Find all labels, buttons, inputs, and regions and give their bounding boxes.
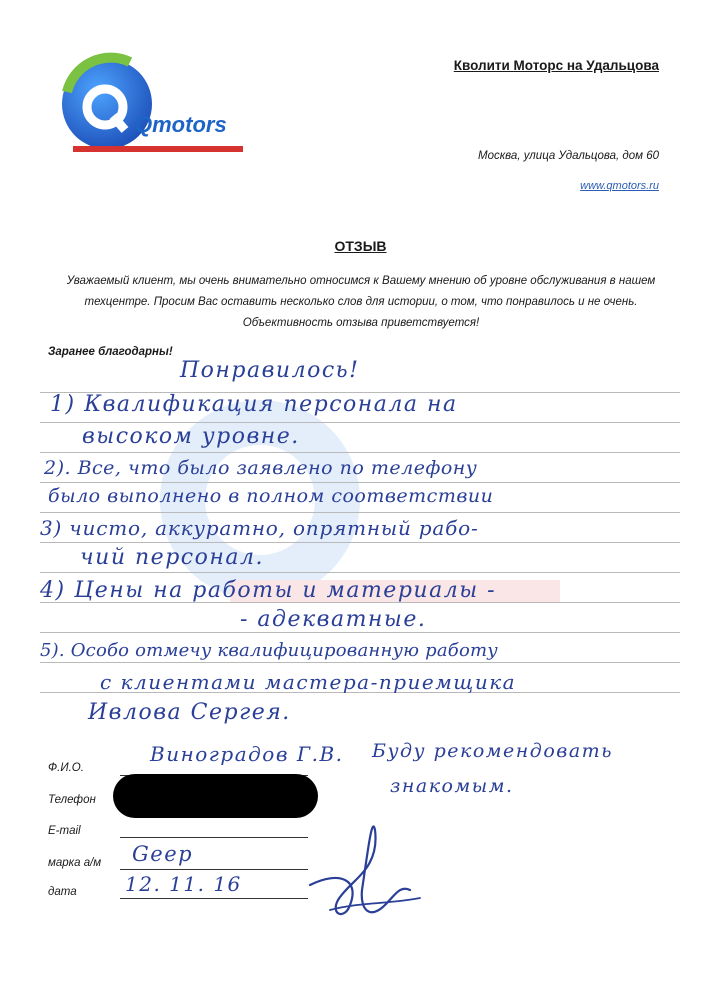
fio-value: Виноградов Г.В. bbox=[150, 742, 344, 766]
rule-line bbox=[40, 572, 680, 573]
recommend-note-2: знакомым. bbox=[390, 775, 514, 797]
logo-text: Qmotors bbox=[135, 112, 227, 137]
thanks-text: Заранее благодарны! bbox=[48, 346, 173, 358]
car-value: Geep bbox=[132, 842, 194, 866]
review-line: 2). Все, что было заявлено по телефону bbox=[44, 457, 478, 479]
rule-line bbox=[40, 482, 680, 483]
review-line: - адекватные. bbox=[240, 607, 427, 632]
signature bbox=[300, 810, 430, 940]
company-name: Кволити Моторс на Удальцова bbox=[453, 58, 659, 73]
review-line: Ивлова Сергея. bbox=[88, 700, 291, 725]
rule-line bbox=[40, 512, 680, 513]
address: Москва, улица Удальцова, дом 60 bbox=[478, 150, 659, 162]
review-line: чий персонал. bbox=[80, 545, 264, 570]
date-value: 12. 11. 16 bbox=[125, 872, 242, 896]
rule-line bbox=[40, 662, 680, 663]
rule-line bbox=[40, 632, 680, 633]
date-field-line bbox=[120, 898, 308, 899]
intro-text: Уважаемый клиент, мы очень внимательно относимся к Вашему мнению об уровне обслуживания в нашем техцентре. Просим Вас оставить несколько слов для истории, о том, что понравилось и не очень. Объективность отзыва приветствуется! bbox=[66, 275, 656, 329]
email-label: E-mail bbox=[48, 825, 81, 837]
review-line: 1) Квалификация персонала на bbox=[50, 392, 458, 417]
review-line: 5). Особо отмечу квалифицированную работу bbox=[40, 640, 498, 661]
rule-line bbox=[40, 422, 680, 423]
rule-line bbox=[40, 542, 680, 543]
review-line: 3) чисто, аккуратно, опрятный рабо- bbox=[40, 516, 479, 540]
car-field-line bbox=[120, 869, 308, 870]
recommend-note-1: Буду рекомендовать bbox=[372, 740, 614, 762]
fio-label: Ф.И.О. bbox=[48, 762, 84, 774]
review-line: с клиентами мастера-приемщика bbox=[100, 670, 517, 694]
car-label: марка а/м bbox=[48, 857, 102, 869]
phone-label: Телефон bbox=[48, 794, 96, 806]
email-field-line bbox=[120, 837, 308, 838]
review-line: Понравилось! bbox=[180, 358, 360, 383]
page-title: ОТЗЫВ bbox=[334, 238, 387, 254]
website-link[interactable]: www.qmotors.ru bbox=[580, 180, 659, 192]
redacted-phone bbox=[113, 774, 318, 818]
review-line: 4) Цены на работы и материалы - bbox=[40, 578, 497, 603]
date-label: дата bbox=[48, 886, 77, 898]
rule-line bbox=[40, 452, 680, 453]
review-line: высоком уровне. bbox=[82, 424, 300, 449]
review-line: было выполнено в полном соответствии bbox=[48, 485, 494, 507]
qmotors-logo bbox=[55, 52, 250, 167]
